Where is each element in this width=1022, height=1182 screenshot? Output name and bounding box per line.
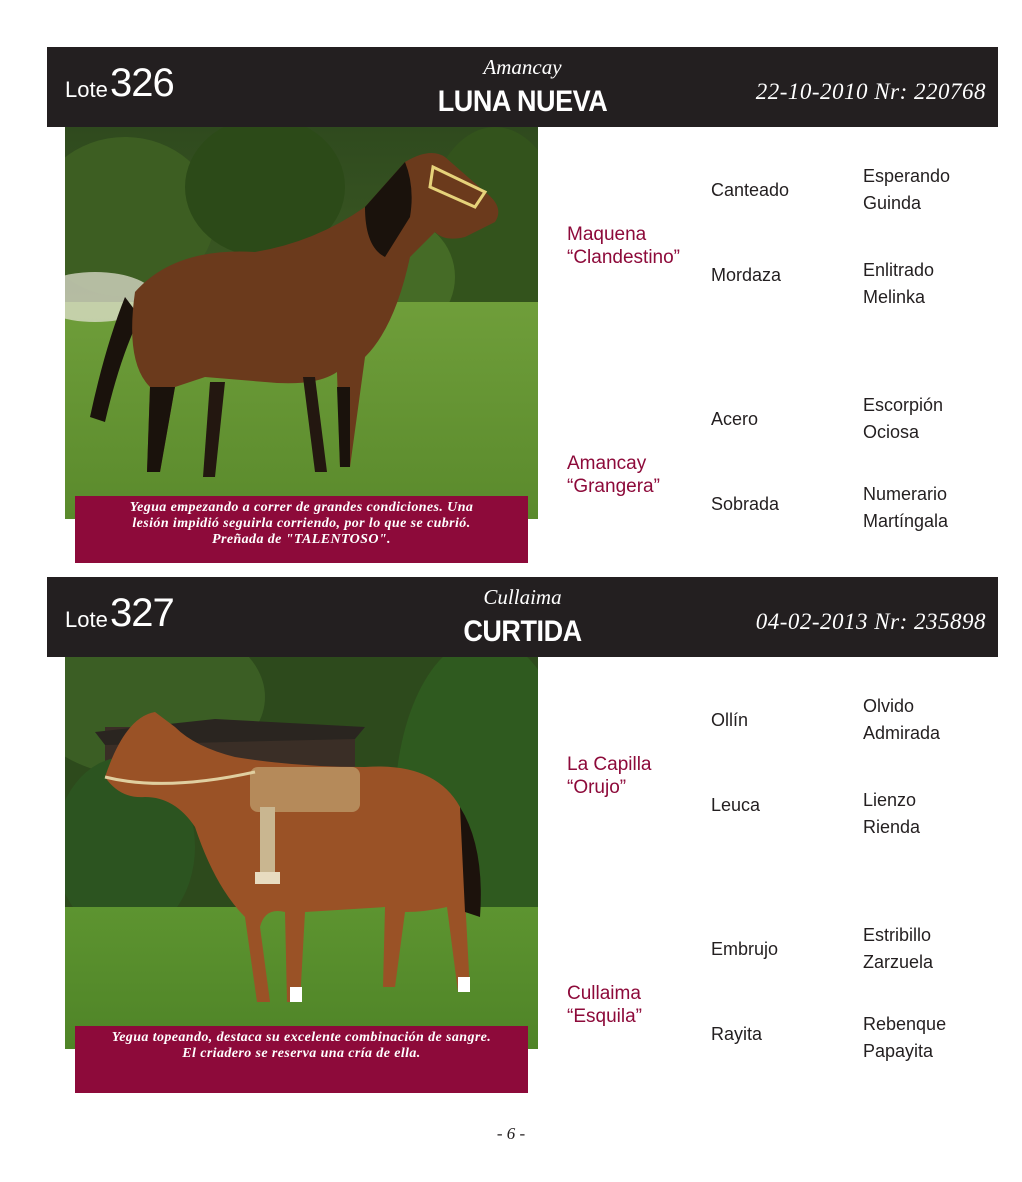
bay-mare-photo-icon: [65, 127, 538, 519]
birth-date-registry: 04-02-2013 Nr: 235898: [755, 609, 986, 634]
great-grandparents: [863, 787, 920, 841]
horse-name: CURTIDA: [463, 615, 582, 648]
great-granddam: Admirada: [863, 723, 941, 743]
sire: [567, 223, 680, 269]
breeder-name: Amancay: [483, 55, 562, 79]
description-caption: [75, 496, 528, 563]
sire-name: La Capilla: [567, 754, 652, 775]
sire-nickname: “Clandestino”: [567, 247, 680, 268]
dam: [567, 452, 660, 498]
great-grandsire: Lienzo: [863, 790, 917, 810]
caption-line: Preñada de "TALENTOSO".: [212, 532, 391, 547]
horse-photo: [65, 127, 538, 519]
great-granddam: Rienda: [863, 817, 921, 837]
lote-label: Lote: [65, 77, 108, 102]
great-granddam: Martíngala: [863, 511, 949, 531]
grandparent: Ollín: [711, 710, 749, 730]
sire: [567, 753, 652, 799]
great-granddam: Melinka: [863, 287, 926, 307]
lote-label: Lote: [65, 607, 108, 632]
grandparent: Embrujo: [711, 939, 779, 959]
horse-name: LUNA NUEVA: [437, 85, 608, 118]
great-grandparents: [863, 922, 933, 976]
great-grandparents: [863, 392, 943, 446]
description-caption: [75, 1026, 528, 1093]
birth-date-registry: 22-10-2010 Nr: 220768: [755, 79, 986, 104]
grandparent: Canteado: [711, 180, 790, 200]
grandparent: Rayita: [711, 1024, 763, 1044]
great-grandsire: Enlitrado: [863, 260, 935, 280]
great-grandparents: [863, 693, 940, 747]
dam-name: Cullaima: [567, 983, 641, 1004]
great-granddam: Papayita: [863, 1041, 934, 1061]
lote-number: 326: [110, 61, 174, 105]
caption-line: Yegua topeando, destaca su excelente combinación de sangre.: [111, 1030, 492, 1045]
great-grandsire: Estribillo: [863, 925, 932, 945]
grandparent: Mordaza: [711, 265, 782, 285]
great-grandparents: [863, 163, 950, 217]
dam-nickname: “Esquila”: [567, 1006, 642, 1027]
breeder-name: Cullaima: [483, 585, 562, 609]
grandparent: Leuca: [711, 795, 761, 815]
dam-name: Amancay: [567, 453, 647, 474]
lot-327: [0, 577, 1022, 1097]
dam: [567, 982, 642, 1028]
great-grandsire: Rebenque: [863, 1014, 947, 1034]
horse-photo: [65, 657, 538, 1049]
lot-header: [47, 577, 998, 657]
caption-line: El criadero se reserva una cría de ella.: [182, 1046, 421, 1061]
lot-326: [0, 47, 1022, 567]
saddled-mare-photo-icon: [65, 657, 538, 1049]
great-granddam: Ociosa: [863, 422, 920, 442]
grandparent: Acero: [711, 409, 759, 429]
grandparent: Sobrada: [711, 494, 780, 514]
great-grandparents: [863, 1011, 946, 1065]
page-number: - 6 -: [496, 1124, 526, 1143]
lote-number: 327: [110, 591, 174, 635]
great-granddam: Guinda: [863, 193, 922, 213]
caption-line: lesión impidió seguirla corriendo, por lo que se cubrió.: [132, 516, 471, 531]
dam-nickname: “Grangera”: [567, 476, 660, 497]
sire-nickname: “Orujo”: [567, 777, 627, 798]
great-grandparents: [863, 481, 948, 535]
great-grandsire: Numerario: [863, 484, 948, 504]
great-grandparents: [863, 257, 934, 311]
caption-line: Yegua empezando a correr de grandes condiciones. Una: [129, 500, 474, 515]
great-grandsire: Esperando: [863, 166, 951, 186]
great-grandsire: Olvido: [863, 696, 915, 716]
sire-name: Maquena: [567, 224, 647, 245]
lot-header: [47, 47, 998, 127]
great-granddam: Zarzuela: [863, 952, 934, 972]
great-grandsire: Escorpión: [863, 395, 944, 415]
